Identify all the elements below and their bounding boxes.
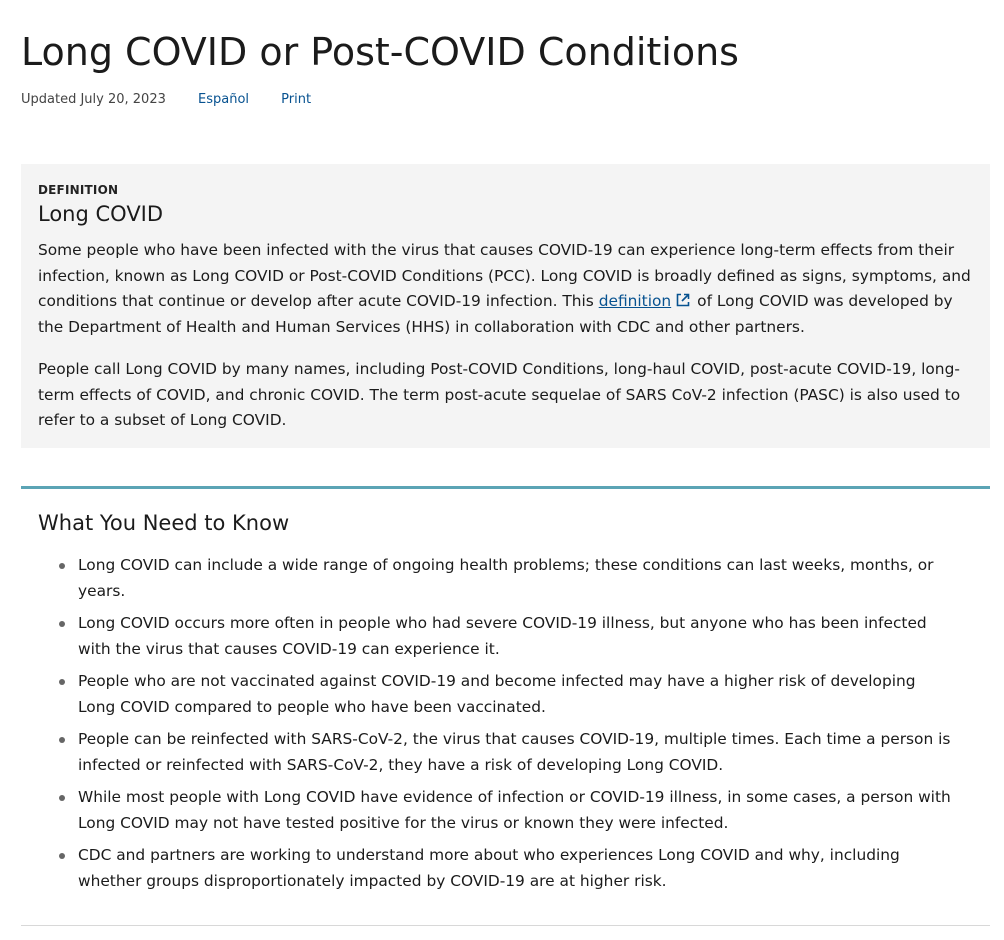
need-to-know-section [21, 486, 990, 901]
definition-link[interactable]: definition [598, 292, 672, 310]
need-to-know-title: What You Need to Know [38, 511, 290, 535]
list-item: People who are not vaccinated against COVID-19 and become infected may have a higher risk of developing Long COVID compared to people who have been vaccinated. [78, 669, 973, 720]
updated-date: Updated July 20, 2023 [21, 92, 166, 107]
print-link[interactable]: Print [281, 92, 312, 107]
definition-eyebrow: DEFINITION [38, 183, 119, 197]
page-meta [21, 90, 311, 110]
list-item: While most people with Long COVID have evidence of infection or COVID-19 illness, in some cases, a person with Long COVID may not have tested positive for the virus or known they were infected. [78, 785, 973, 836]
need-to-know-list [38, 553, 973, 894]
definition-paragraph-1 [38, 238, 973, 340]
definition-box [21, 164, 990, 448]
page-title: Long COVID or Post-COVID Conditions [21, 30, 739, 74]
bottom-divider [21, 925, 990, 926]
external-link-icon[interactable] [675, 291, 691, 307]
list-item: People can be reinfected with SARS-CoV-2, the virus that causes COVID-19, multiple times. Each time a person is infected or reinfected with SARS-CoV-2, they have a risk of developing Long COVID. [78, 727, 973, 778]
list-item: Long COVID can include a wide range of ongoing health problems; these conditions can last weeks, months, or years. [78, 553, 973, 604]
definition-text-before-link: Some people who have been infected with the virus that causes COVID-19 can experience long-term effects from their infection, known as Long COVID or Post-COVID Conditions (PCC). Long COVID is broadly defined as signs, symptoms, and conditions that continue or develop after acute COVID-19 infection. This [38, 241, 971, 310]
definition-paragraph-2: People call Long COVID by many names, including Post-COVID Conditions, long-haul COVID, post-acute COVID-19, long-term effects of COVID, and chronic COVID. The term post-acute sequelae of SARS CoV-2 infection (PASC) is also used to refer to a subset of Long COVID. [38, 360, 961, 429]
definition-title: Long COVID [38, 202, 164, 226]
list-item: Long COVID occurs more often in people who had severe COVID-19 illness, but anyone who has been infected with the virus that causes COVID-19 can experience it. [78, 611, 973, 662]
espanol-link[interactable]: Español [198, 92, 250, 107]
definition-text-after-link: of Long COVID was developed by the Department of Health and Human Services (HHS) in collaboration with CDC and other partners. [38, 292, 953, 336]
list-item: CDC and partners are working to understand more about who experiences Long COVID and why, including whether groups disproportionately impacted by COVID-19 are at higher risk. [78, 843, 973, 894]
